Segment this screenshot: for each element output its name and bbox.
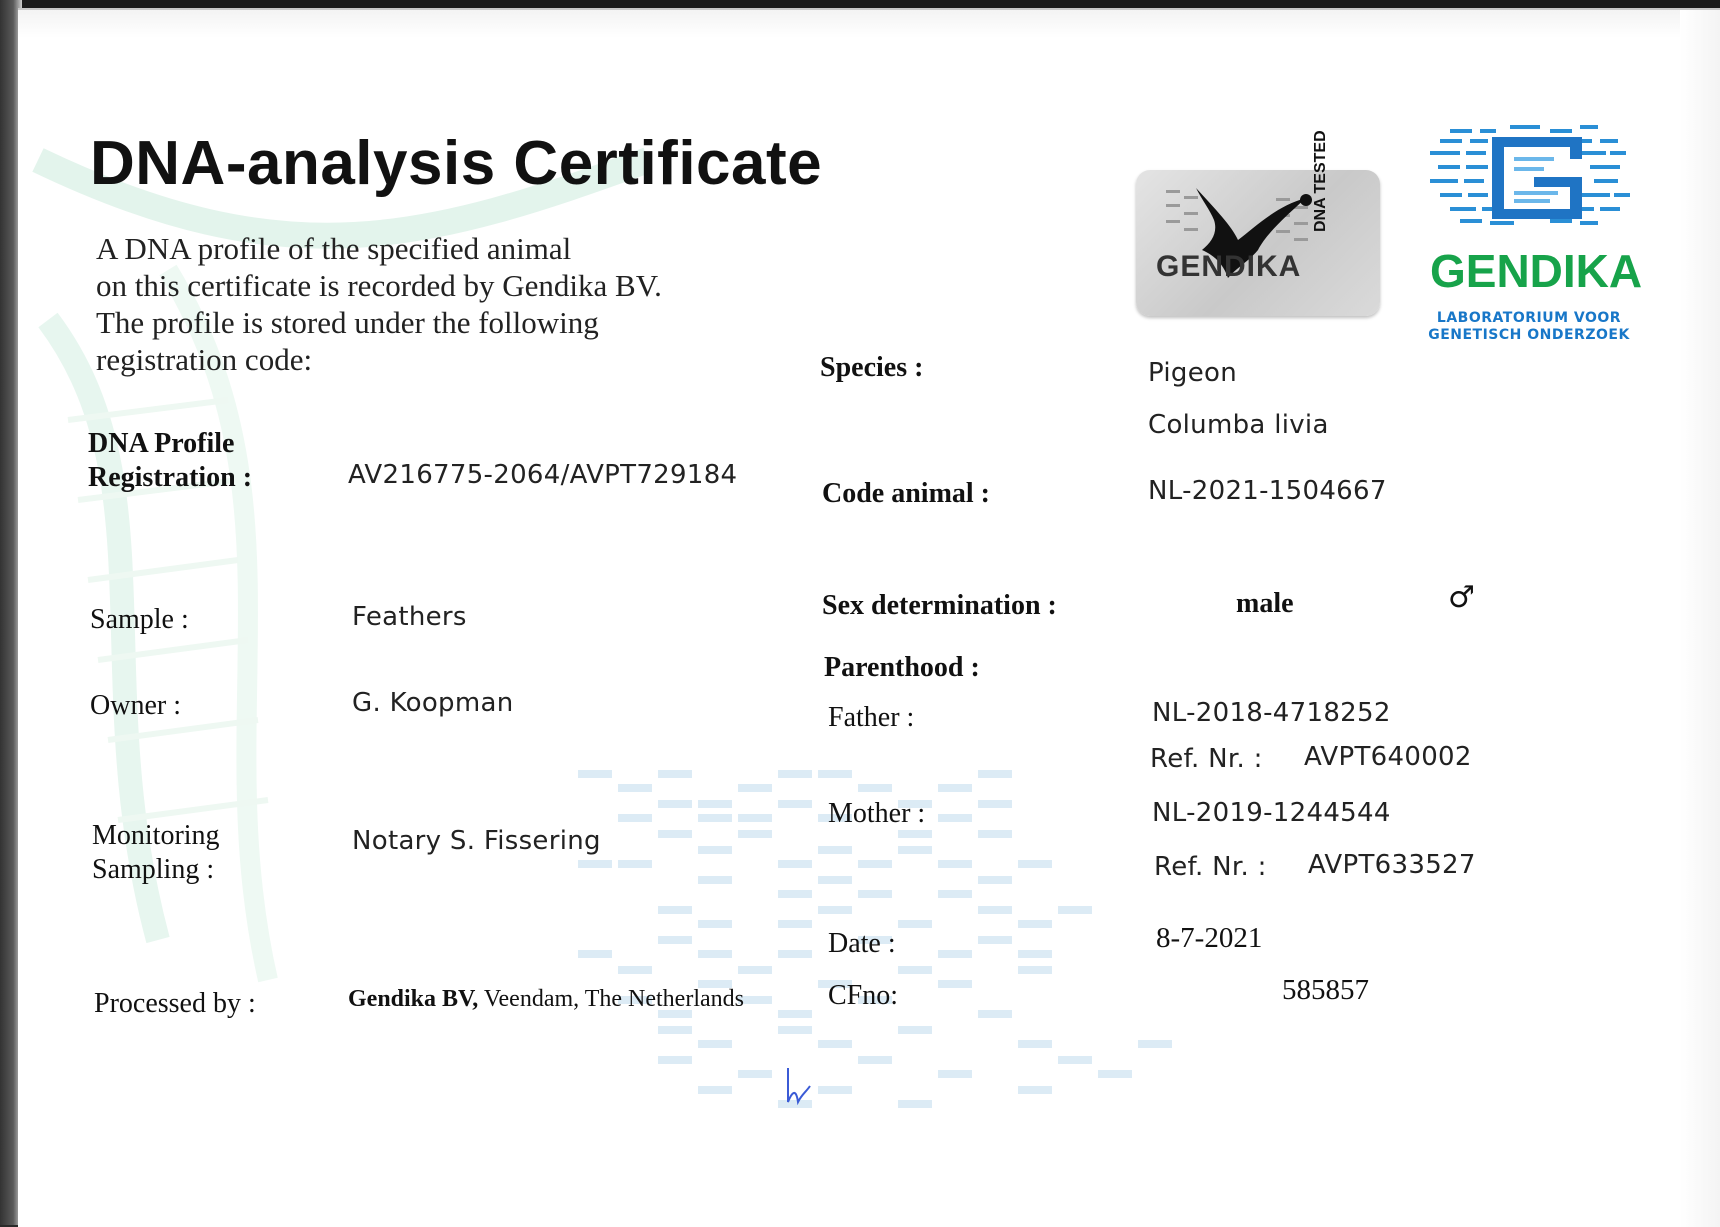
father-ref-value: AVPT640002 [1304, 742, 1472, 772]
paper-right-shade [1680, 10, 1720, 1227]
intro-line: A DNA profile of the specified animal [96, 231, 572, 266]
owner-value: G. Koopman [352, 688, 514, 718]
date-value: 8-7-2021 [1156, 922, 1263, 954]
male-symbol-icon: ♂ [1448, 580, 1475, 615]
certificate-title: DNA-analysis Certificate [90, 129, 823, 198]
intro-line: registration code: [96, 342, 313, 377]
dna-profile-label: DNA Profile [88, 428, 235, 459]
code-animal-label: Code animal : [822, 478, 990, 509]
processor-location: Veendam, The Netherlands [478, 986, 744, 1012]
code-animal-value: NL-2021-1504667 [1148, 476, 1387, 506]
logo-subtitle-line: GENETISCH ONDERZOEK [1428, 327, 1630, 343]
paper-top-shade [18, 10, 1720, 38]
sex-value: male [1236, 588, 1294, 619]
intro-line: on this certificate is recorded by Gendika BV. [96, 268, 662, 303]
seal-name: GENDIKA [1156, 250, 1302, 283]
sample-value: Feathers [352, 602, 467, 632]
certificate-intro [96, 230, 776, 378]
bird-seal-icon [1136, 170, 1380, 316]
date-label: Date : [828, 928, 896, 959]
species-value: Pigeon [1148, 358, 1238, 388]
owner-label: Owner : [90, 690, 181, 721]
sampling-label: Sampling : [92, 854, 215, 885]
father-label: Father : [828, 702, 915, 733]
father-value: NL-2018-4718252 [1152, 698, 1391, 728]
registration-label: Registration : [88, 462, 253, 493]
dna-tested-seal [1136, 130, 1380, 316]
gendika-logo-subtitle [1428, 310, 1630, 344]
seal-tag: DNA TESTED [1312, 130, 1329, 232]
processor-name: Gendika BV, [348, 986, 479, 1012]
species-latin-value: Columba livia [1148, 410, 1329, 440]
cfno-value: 585857 [1282, 974, 1369, 1006]
gendika-logo-icon [1430, 125, 1640, 235]
processed-by-value [348, 986, 744, 1013]
sample-label: Sample : [90, 604, 189, 635]
gendika-logo-name: GENDIKA [1430, 245, 1643, 297]
cfno-label: CFno: [828, 980, 899, 1011]
intro-line: The profile is stored under the following [96, 305, 599, 340]
monitoring-label: Monitoring [92, 820, 220, 851]
registration-value: AV216775-2064/AVPT729184 [348, 460, 738, 490]
mother-ref-value: AVPT633527 [1308, 850, 1476, 880]
logo-subtitle-line: LABORATORIUM VOOR [1436, 310, 1622, 326]
processed-by-label: Processed by : [94, 988, 256, 1019]
parenthood-label: Parenthood : [824, 652, 980, 683]
father-ref-label: Ref. Nr. : [1150, 744, 1263, 774]
mother-label: Mother : [828, 798, 926, 829]
pen-mark-icon [784, 1068, 814, 1108]
sex-determination-label: Sex determination : [822, 590, 1057, 621]
certificate-paper [18, 8, 1720, 1227]
mother-ref-label: Ref. Nr. : [1154, 852, 1267, 882]
mother-value: NL-2019-1244544 [1152, 798, 1391, 828]
monitoring-value: Notary S. Fissering [352, 826, 601, 856]
species-label: Species : [820, 352, 924, 383]
